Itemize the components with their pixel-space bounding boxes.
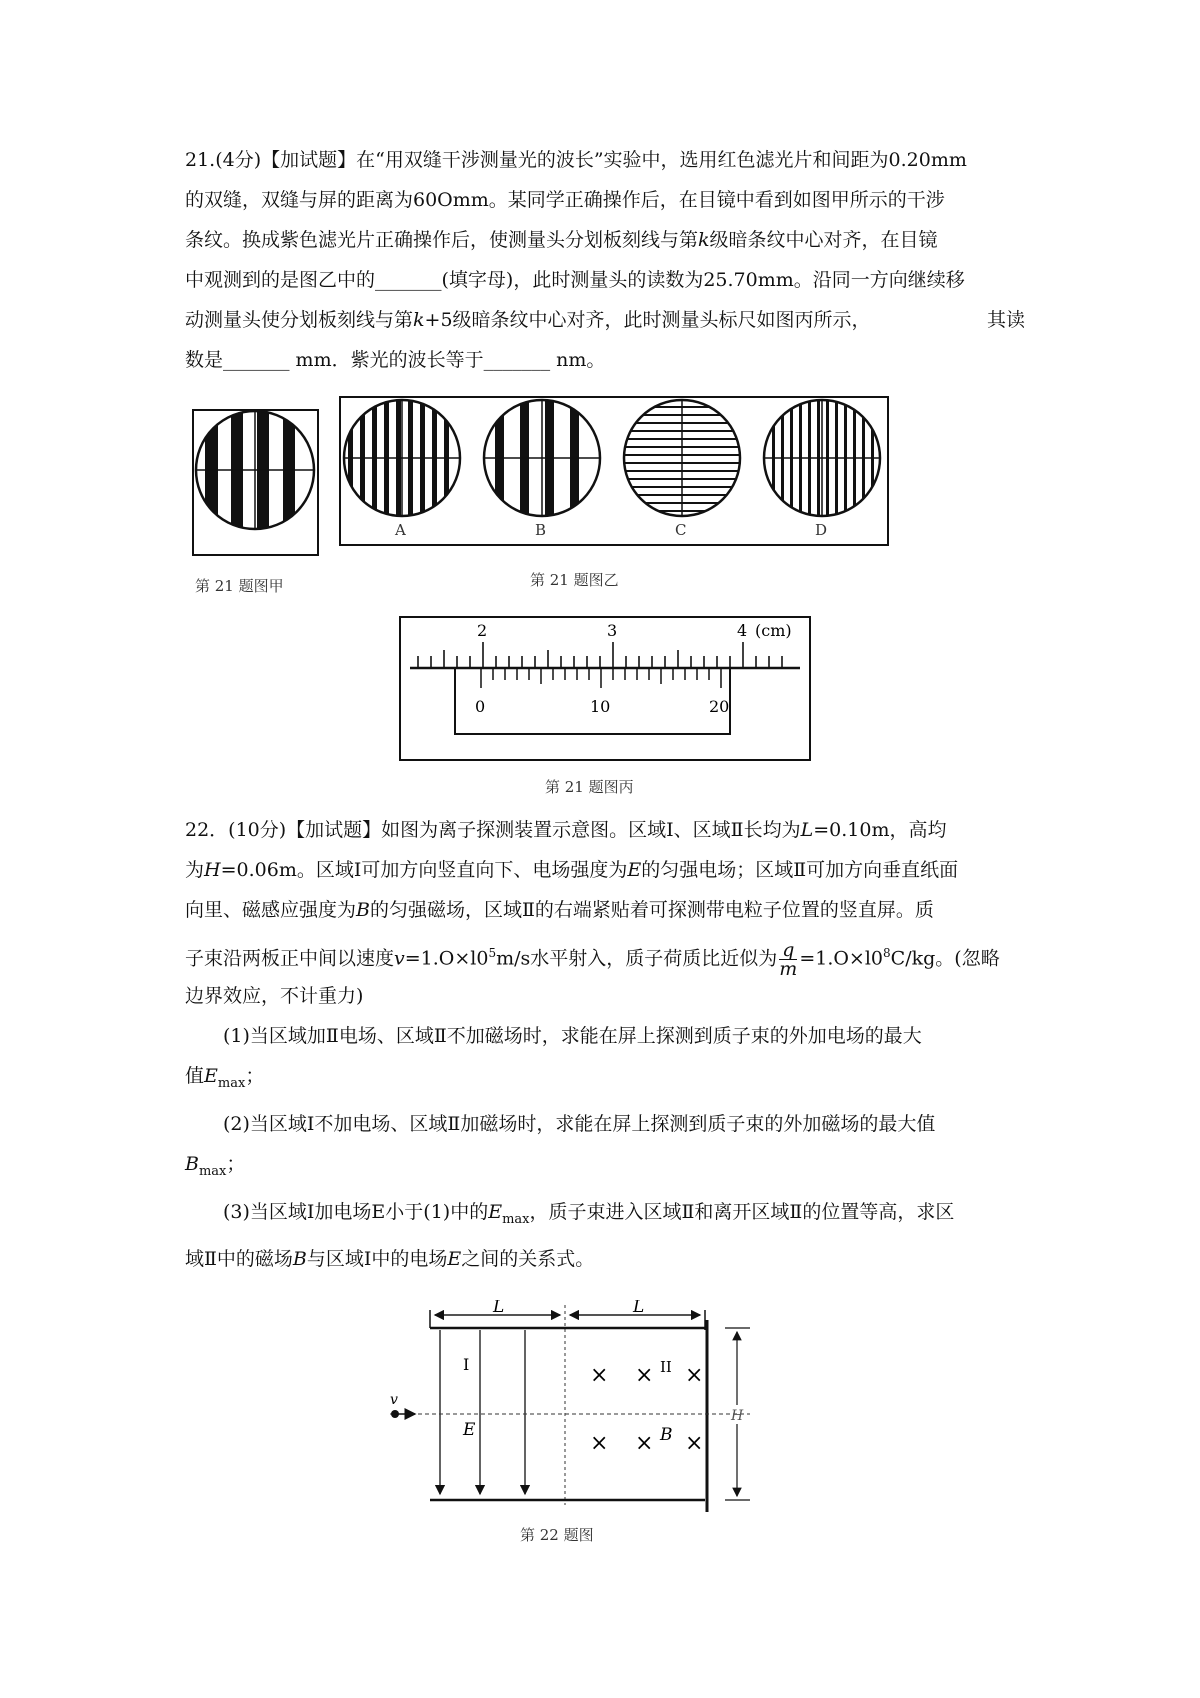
vernier-label-0: 0 [475,697,486,716]
q22-part3: (3)当区域I加电场E小于(1)中的$E_{max}$，质子束进入区域Ⅱ和离开区域Ⅱ的位置等高，求区 [223,1200,955,1227]
field-e-label: E [463,1420,476,1440]
caption-22: 第 22 题图 [520,1526,594,1544]
q21-line4: 中观测到的是图乙中的_______(填字母)，此时测量头的读数为25.70mm。沿同一方向继续移 [185,269,965,291]
q22-line2: 为H=0.06m。区域I可加方向竖直向下、电场强度为E的匀强电场；区域Ⅱ可加方向垂直纸面 [185,859,959,881]
option-d-fringes [772,395,874,535]
figure-22-device [385,1300,825,1550]
caption-jia: 第 21 题图甲 [195,577,284,595]
answer-blank[interactable]: _______ [375,269,442,291]
option-c-label[interactable]: C [675,521,687,539]
vernier-ticks [481,668,721,688]
q22-part1: (1)当区域加Ⅱ电场、区域Ⅱ不加磁场时，求能在屏上探测到质子束的外加电场的最大 [223,1025,922,1047]
q21-line2: 的双缝，双缝与屏的距离为60Omm。某同学正确操作后，在目镜中看到如图甲所示的干涉 [185,189,945,211]
length-label-2: L [633,1300,645,1317]
vernier-frame [400,617,810,760]
q22-line4: 子束沿两板正中间以速度$v=1.O\times l0^5m/s$水平射入，质子荷质比近似为 $\frac{q}{m}$ $=1.O\times l0^8C/kg$。(忽略 [185,938,1000,980]
velocity-label: v [390,1392,398,1408]
cross-mark: × [635,1431,654,1456]
caption-bing: 第 21 题图丙 [545,778,634,796]
q21-line6: 数是_______ mm．紫光的波长等于_______ nm。 [185,349,606,371]
q21-line1: 21.(4分)【加试题】在“用双缝干涉测量光的波长”实验中，选用红色滤光片和间距为0.20mm [185,149,967,171]
charge-mass-fraction: $\frac{q}{m}$ [779,938,798,980]
main-label-4: 4 [737,621,748,640]
field-b-label: B [660,1425,673,1445]
main-scale-ticks [418,642,782,668]
answer-blank[interactable]: _______ [223,349,290,371]
cross-mark: × [685,1431,704,1456]
main-label-cm: (cm) [755,621,792,640]
option-a-label[interactable]: A [395,521,406,539]
fig-jia-fringes [205,410,295,540]
q22-line5: 边界效应，不计重力) [185,985,364,1007]
vernier-label-20: 20 [709,697,730,716]
option-b-label[interactable]: B [535,521,547,539]
length-label-1: L [493,1300,505,1317]
cross-mark: × [685,1363,704,1388]
q22-line1: 22．(10分)【加试题】如图为离子探测装置示意图。区域I、区域Ⅱ长均为L=0.10m，高均 [185,819,947,841]
cross-mark: × [635,1363,654,1388]
region-2-label: II [660,1358,672,1376]
q21-line5: 动测量头使分划板刻线与第k+5级暗条纹中心对齐，此时测量头标尺如图丙所示， 其读 [185,309,1025,331]
main-label-3: 3 [607,621,618,640]
vernier-label-10: 10 [590,697,611,716]
caption-yi: 第 21 题图乙 [530,571,619,589]
q22-part2: (2)当区域I不加电场、区域Ⅱ加磁场时，求能在屏上探测到质子束的外加磁场的最大值 [223,1112,936,1135]
option-d-label[interactable]: D [815,521,828,539]
cross-mark: × [590,1431,609,1456]
height-label: H [731,1408,744,1424]
q22-text: 22．(10分)【加试题】如图为离子探测装置示意图。区域I、区域Ⅱ长均为L=0.10m，高均 为H=0.06m。区域I可加方向竖直向下、电场强度为E的匀强电场；区域Ⅱ可加方向垂直纸面 向里、磁感应强度为B的匀强磁场，区域Ⅱ的右端紧贴着可探测带电粒子位置的竖直屏。质 子束沿两板正中间以速度$v=1.O\times l0^5m/s$水平射入，质子荷质比近似为 $\frac{q}{m}$ $=1.O\times l0^8C/kg$。(忽略 边界效应，不计重力) (1)当区域加Ⅱ电场、区域Ⅱ不加磁场时，求能在屏上探测到质子束的外加电场的最大 值$E_{max}$； (2)当区域I不加电场、区域Ⅱ加磁场时，求能在屏上探测到质子束的外加磁场的最大值 $B_{max}$； (3)当区域I加电场E小于(1)中的$E_{max}$，质子束进入区域Ⅱ和离开区域Ⅱ的位置等高，求区 域Ⅱ中的磁场B与区域I中的电场E之间的关系式。 [185,810,1025,1279]
main-label-2: 2 [477,621,488,640]
answer-blank[interactable]: _______ [483,349,551,371]
figure-21-vernier [395,612,815,802]
cross-mark: × [590,1363,609,1388]
q21-line3: 条纹。换成紫色滤光片正确操作后，使测量头分划板刻线与第k级暗条纹中心对齐，在目镜 [185,229,938,251]
figure-21-fringes [185,395,945,605]
q21-text [185,140,1025,380]
option-b-fringes [495,395,579,535]
region-1-label: I [463,1355,470,1374]
q22-line3: 向里、磁感应强度为B的匀强磁场，区域Ⅱ的右端紧贴着可探测带电粒子位置的竖直屏。质 [185,899,934,921]
